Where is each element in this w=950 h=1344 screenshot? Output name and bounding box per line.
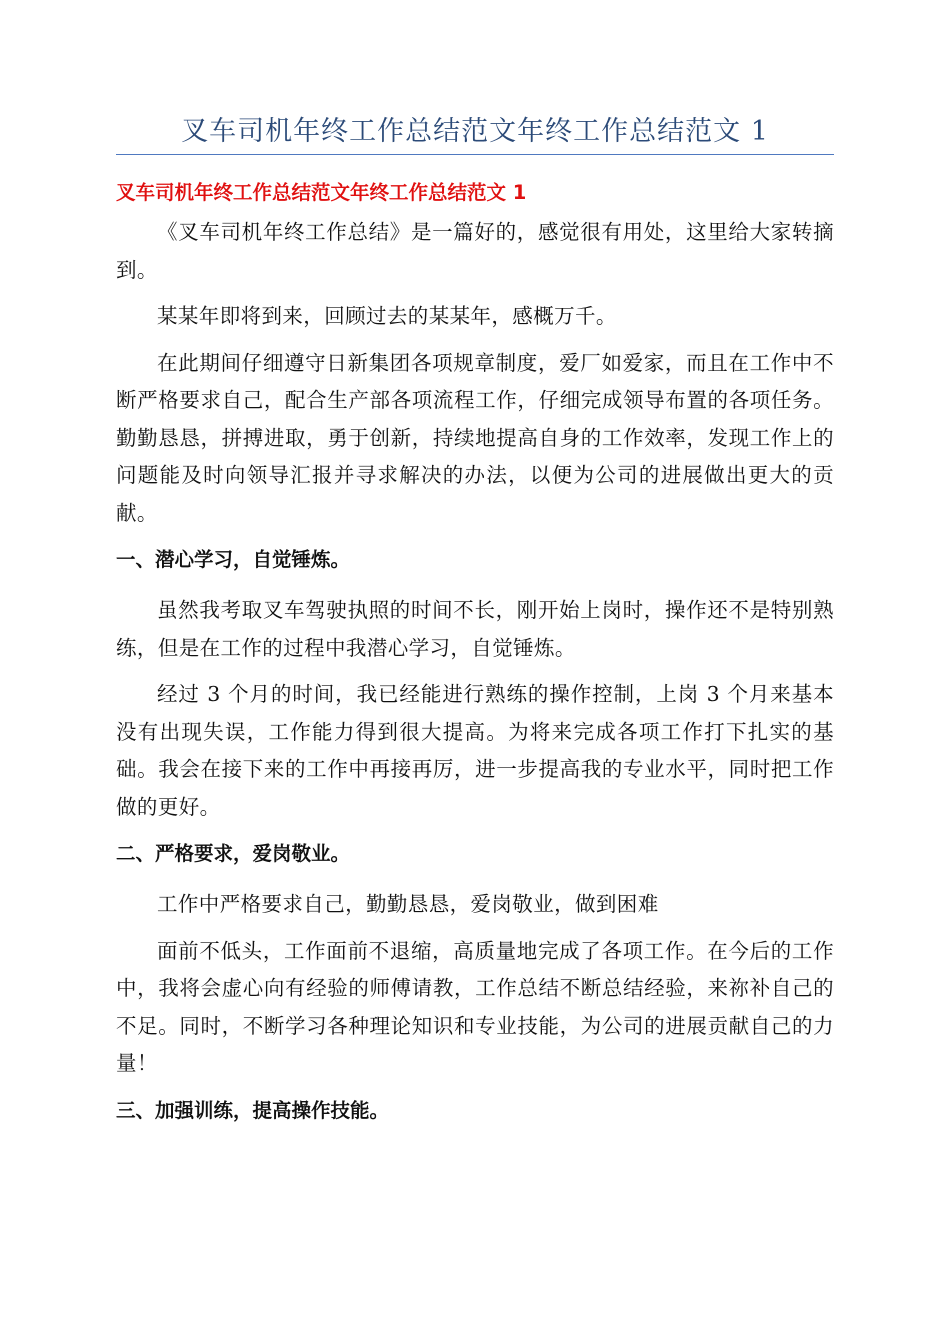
section-heading-1: 一、潜心学习，自觉锤炼。: [116, 548, 351, 571]
paragraph-intro: 《叉车司机年终工作总结》是一篇好的，感觉很有用处，这里给大家转摘到。: [116, 220, 834, 282]
red-heading: 叉车司机年终工作总结范文年终工作总结范文 1: [116, 181, 527, 204]
title-underline: [116, 154, 834, 155]
paragraph-year: 某某年即将到来，回顾过去的某某年，感概万千。: [157, 304, 617, 328]
paragraph-three-months: 经过 3 个月的时间，我已经能进行熟练的操作控制，上岗 3 个月来基本没有出现失误，工作能力得到很大提高。为将来完成各项工作打下扎实的基础。我会在接下来的工作中再接再厉，进一步提高我的专业水平，同时把工作做的更好。: [116, 682, 834, 819]
paragraph-license: 虽然我考取叉车驾驶执照的时间不长，刚开始上岗时，操作还不是特别熟练，但是在工作的过程中我潜心学习，自觉锤炼。: [116, 598, 834, 660]
paragraph-future: 面前不低头，工作面前不退缩，高质量地完成了各项工作。在今后的工作中，我将会虚心向有经验的师傅请教，工作总结不断总结经验，来祢补自己的不足。同时，不断学习各种理论知识和专业技能，为公司的进展贡献自己的力量！: [116, 938, 834, 1075]
section-heading-3: 三、加强训练，提高操作技能。: [116, 1098, 390, 1122]
paragraph-strict: 工作中严格要求自己，勤勤恳恳，爱岗敬业，做到困难: [157, 892, 659, 916]
paragraph-rules: 在此期间仔细遵守日新集团各项规章制度，爱厂如爱家，而且在工作中不断严格要求自己，配合生产部各项流程工作，仔细完成领导布置的各项任务。勤勤恳恳，拼搏进取，勇于创新，持续地提高自身的工作效率，发现工作上的问题能及时向领导汇报并寻求解决的办法，以便为公司的进展做出更大的贡献。: [116, 350, 834, 525]
document-body: [116, 172, 834, 1143]
document-title: 叉车司机年终工作总结范文年终工作总结范文 1: [181, 116, 769, 147]
section-heading-2: 二、严格要求，爱岗敬业。: [116, 842, 351, 865]
